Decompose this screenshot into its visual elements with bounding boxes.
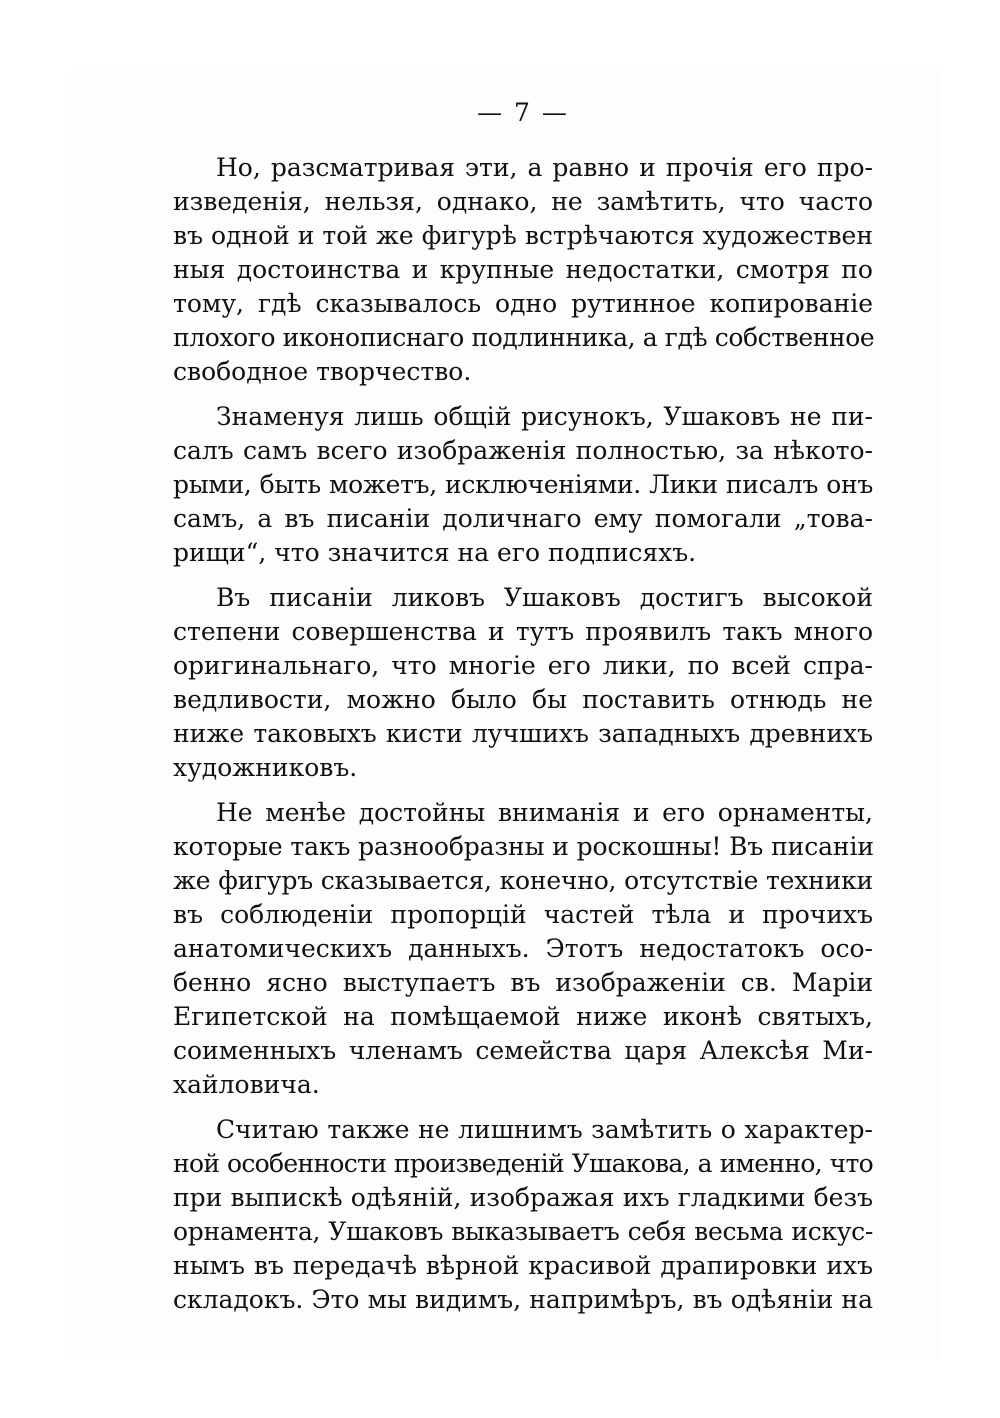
text-line: бенно ясно выступаетъ въ изображеніи св. Маріи bbox=[173, 968, 873, 997]
text-line: Въ писаніи ликовъ Ушаковъ достигъ высокой bbox=[216, 583, 873, 612]
text-line: свободное творчество. bbox=[173, 357, 472, 386]
text-line: складокъ. Это мы видимъ, напримѣръ, въ одѣяніи на bbox=[173, 1285, 873, 1314]
text-line: Знаменуя лишь общій рисунокъ, Ушаковъ не пи- bbox=[216, 402, 873, 431]
page-number: — 7 — bbox=[477, 98, 569, 127]
text-line: въ одной и той же фигурѣ встрѣчаются художествен bbox=[173, 221, 873, 250]
text-line: при выпискѣ одѣяній, изображая ихъ гладкими безъ bbox=[173, 1183, 873, 1212]
text-line: Египетской на помѣщаемой ниже иконѣ святыхъ, bbox=[173, 1002, 873, 1031]
text-line: художниковъ. bbox=[173, 753, 358, 782]
text-line: салъ самъ всего изображенія полностью, за нѣкото- bbox=[173, 436, 873, 465]
text-line: Считаю также не лишнимъ замѣтить о характер- bbox=[216, 1115, 873, 1144]
text-line: которые такъ разнообразны и роскошны! Въ писаніи bbox=[173, 832, 874, 861]
text-line: въ соблюденіи пропорцій частей тѣла и прочихъ bbox=[173, 900, 873, 929]
text-line: оригинальнаго, что многіе его лики, по всей спра- bbox=[173, 651, 873, 680]
text-line: плохого иконописнаго подлинника, а гдѣ собственное bbox=[173, 323, 875, 352]
paragraph bbox=[173, 581, 873, 785]
text-line: ведливости, можно было бы поставить отнюдь не bbox=[173, 685, 873, 714]
paragraph bbox=[173, 1113, 873, 1317]
text-line: самъ, а въ писаніи доличнаго ему помогали „това- bbox=[173, 504, 873, 533]
text-line: Но, разсматривая эти, а равно и прочія его про- bbox=[216, 153, 873, 182]
text-line: изведенія, нельзя, однако, не замѣтить, что часто bbox=[173, 187, 873, 216]
paragraph bbox=[173, 151, 873, 389]
paragraph bbox=[173, 796, 873, 1102]
text-line: тому, гдѣ сказывалось одно рутинное копированіе bbox=[173, 289, 873, 318]
text-line: рыми, быть можетъ, исключеніями. Лики писалъ онъ bbox=[173, 470, 873, 499]
text-line: ныя достоинства и крупные недостатки, смотря по bbox=[173, 255, 873, 284]
text-line: ной особенности произведеній Ушакова, а именно, что bbox=[173, 1149, 873, 1178]
paragraph bbox=[173, 400, 873, 570]
text-line: хайловича. bbox=[173, 1070, 320, 1099]
text-line: же фигуръ сказывается, конечно, отсутствіе техники bbox=[173, 866, 873, 895]
body-text bbox=[173, 151, 873, 1328]
text-line: орнамента, Ушаковъ выказываетъ себя весьма искус- bbox=[173, 1217, 873, 1246]
text-line: рищи“, что значится на его подписяхъ. bbox=[173, 538, 697, 567]
text-line: степени совершенства и тутъ проявилъ такъ много bbox=[173, 617, 873, 646]
text-line: Не менѣе достойны вниманія и его орнаменты, bbox=[216, 798, 873, 827]
text-line: нымъ въ передачѣ вѣрной красивой драпировки ихъ bbox=[173, 1251, 873, 1280]
text-line: анатомическихъ данныхъ. Этотъ недостатокъ осо- bbox=[173, 934, 873, 963]
text-line: ниже таковыхъ кисти лучшихъ западныхъ древнихъ bbox=[173, 719, 873, 748]
text-line: соименныхъ членамъ семейства царя Алексѣя Ми- bbox=[173, 1036, 873, 1065]
